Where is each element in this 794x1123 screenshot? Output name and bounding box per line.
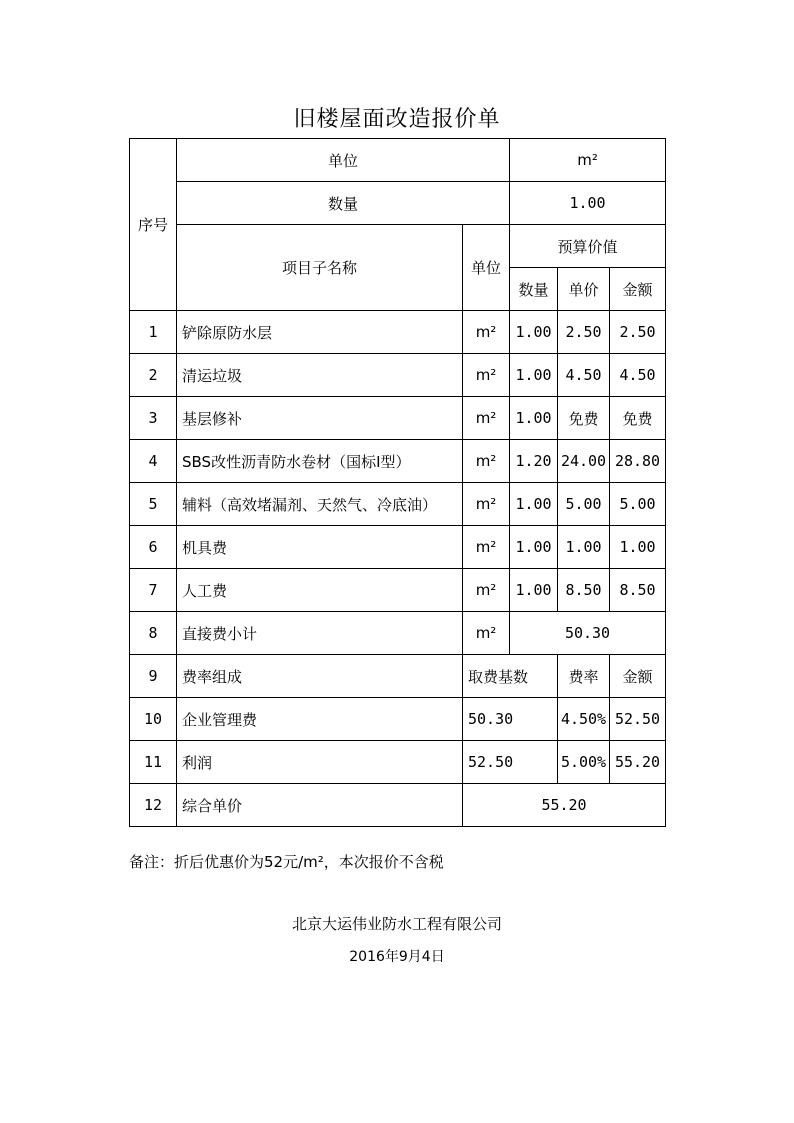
total-row: 12 综合单价 55.20: [130, 784, 666, 827]
table-row: 5 辅料（高效堵漏剂、天然气、冷底油） m² 1.00 5.00 5.00: [130, 483, 666, 526]
header-col-amount: 金额: [610, 268, 666, 311]
rate-row: 11 利润 52.50 5.00% 55.20: [130, 741, 666, 784]
total-value: 55.20: [463, 784, 666, 827]
subtotal-value: 50.30: [510, 612, 666, 655]
table-row: 7 人工费 m² 1.00 8.50 8.50: [130, 569, 666, 612]
header-seq: 序号: [130, 139, 177, 311]
header-col-qty: 数量: [510, 268, 558, 311]
header-item-unit: 单位: [463, 225, 510, 311]
table-row: 1 铲除原防水层 m² 1.00 2.50 2.50: [130, 311, 666, 354]
item-name: 清运垃圾: [177, 354, 463, 397]
header-qty-label: 数量: [177, 182, 510, 225]
header-unit-label: 单位: [177, 139, 510, 182]
note: 备注：折后优惠价为52元/m²，本次报价不含税: [129, 853, 444, 871]
quotation-table: [129, 138, 666, 827]
table-row: 4 SBS改性沥青防水卷材（国标I型） m² 1.20 24.00 28.80: [130, 440, 666, 483]
document-title: 旧楼屋面改造报价单: [293, 107, 501, 132]
header-unit-value: m²: [510, 139, 666, 182]
date: 2016年9月4日: [349, 949, 445, 965]
header-budget: 预算价值: [510, 225, 666, 268]
header-col-price: 单价: [558, 268, 610, 311]
item-name: 人工费: [177, 569, 463, 612]
table-row: 3 基层修补 m² 1.00 免费 免费: [130, 397, 666, 440]
item-name: 基层修补: [177, 397, 463, 440]
table-row: 2 清运垃圾 m² 1.00 4.50 4.50: [130, 354, 666, 397]
header-qty-value: 1.00: [510, 182, 666, 225]
subtotal-row: 8 直接费小计 m² 50.30: [130, 612, 666, 655]
item-name: 辅料（高效堵漏剂、天然气、冷底油）: [177, 483, 463, 526]
header-item-name: 项目子名称: [177, 225, 463, 311]
rate-row: 10 企业管理费 50.30 4.50% 52.50: [130, 698, 666, 741]
item-name: 铲除原防水层: [177, 311, 463, 354]
rate-header-row: 9 费率组成 取费基数 费率 金额: [130, 655, 666, 698]
company-name: 北京大运伟业防水工程有限公司: [291, 915, 502, 933]
table-row: 6 机具费 m² 1.00 1.00 1.00: [130, 526, 666, 569]
item-name: SBS改性沥青防水卷材（国标I型）: [177, 440, 463, 483]
item-name: 机具费: [177, 526, 463, 569]
